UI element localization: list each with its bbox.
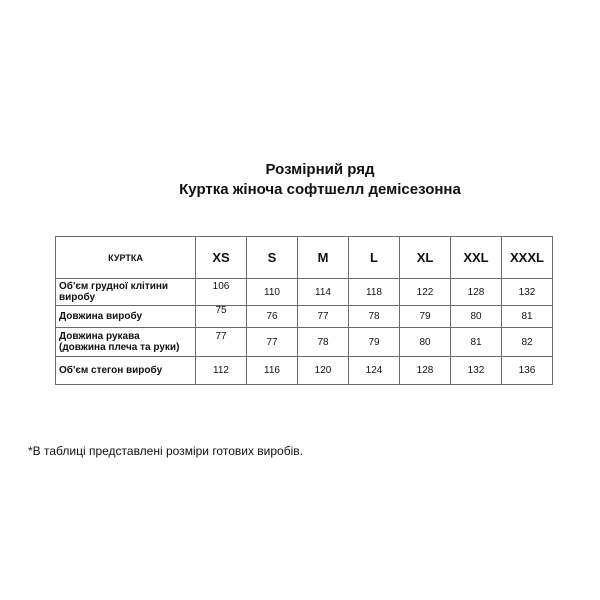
row-label-line: Довжина рукава bbox=[59, 331, 140, 342]
size-header-xxxl: XXXL bbox=[502, 237, 553, 279]
cell-value: 112 bbox=[213, 365, 229, 376]
cell-value: 79 bbox=[368, 336, 380, 348]
size-header-l: L bbox=[349, 237, 400, 279]
table-cell bbox=[196, 306, 247, 328]
page-subtitle: Куртка жіноча софтшелл демісезонна bbox=[179, 181, 461, 198]
size-header-s: S bbox=[247, 237, 298, 279]
cell-value: 78 bbox=[368, 311, 380, 322]
table-cell bbox=[196, 279, 247, 306]
cell-value: 80 bbox=[470, 311, 482, 322]
table-cell bbox=[247, 357, 298, 385]
row-label-line: (довжина плеча та руки) bbox=[59, 342, 180, 353]
table-header-row bbox=[56, 237, 553, 279]
cell-value: 81 bbox=[470, 336, 482, 348]
table-cell bbox=[451, 357, 502, 385]
cell-value: 75 bbox=[215, 305, 227, 316]
table-cell bbox=[400, 357, 451, 385]
table-cell bbox=[349, 306, 400, 328]
table-cell bbox=[298, 357, 349, 385]
cell-value: 114 bbox=[315, 286, 331, 298]
table-cell bbox=[451, 279, 502, 306]
footnote: *В таблиці представлені розміри готових виробів. bbox=[28, 444, 303, 458]
table-cell bbox=[349, 328, 400, 357]
cell-value: 77 bbox=[317, 311, 329, 322]
row-label-line: Об'єм грудної клітини bbox=[59, 281, 169, 292]
cell-value: 76 bbox=[266, 311, 278, 322]
cell-value: 132 bbox=[467, 365, 485, 376]
cell-value: 77 bbox=[215, 330, 227, 342]
cell-value: 82 bbox=[521, 336, 533, 348]
table-row bbox=[56, 279, 553, 306]
cell-value: 120 bbox=[314, 365, 332, 376]
cell-value: 128 bbox=[416, 365, 434, 376]
table-cell bbox=[451, 306, 502, 328]
row-label-chest bbox=[56, 279, 196, 306]
cell-value: 106 bbox=[212, 280, 230, 292]
table-cell bbox=[451, 328, 502, 357]
row-label-length bbox=[56, 306, 196, 328]
size-header-m: M bbox=[298, 237, 349, 279]
cell-value: 81 bbox=[521, 311, 533, 322]
cell-value: 118 bbox=[366, 286, 382, 298]
table-row bbox=[56, 328, 553, 357]
cell-value: 80 bbox=[419, 336, 431, 348]
cell-value: 79 bbox=[419, 311, 431, 322]
row-label-line: Об'єм стегон виробу bbox=[59, 365, 163, 376]
table-cell bbox=[502, 306, 553, 328]
row-label-line: Довжина виробу bbox=[59, 311, 143, 322]
table-cell bbox=[400, 328, 451, 357]
table-cell bbox=[247, 328, 298, 357]
row-label-line: виробу bbox=[59, 292, 96, 303]
table-cell bbox=[502, 328, 553, 357]
table-cell bbox=[349, 357, 400, 385]
table-cell bbox=[400, 306, 451, 328]
cell-value: 132 bbox=[518, 286, 536, 298]
row-label-sleeve bbox=[56, 328, 196, 357]
table-cell bbox=[502, 357, 553, 385]
cell-value: 78 bbox=[317, 336, 329, 348]
row-label-hips bbox=[56, 357, 196, 385]
table-row bbox=[56, 357, 553, 385]
table-cell bbox=[298, 328, 349, 357]
table-cell bbox=[298, 279, 349, 306]
cell-value: 116 bbox=[264, 365, 280, 376]
size-header-xxl: XXL bbox=[451, 237, 502, 279]
table-cell bbox=[247, 279, 298, 306]
table-cell bbox=[196, 357, 247, 385]
table-cell bbox=[502, 279, 553, 306]
cell-value: 124 bbox=[365, 365, 383, 376]
corner-label: КУРТКА bbox=[56, 237, 196, 279]
size-table bbox=[55, 236, 553, 385]
page-title: Розмірний ряд bbox=[265, 161, 375, 178]
table-cell bbox=[349, 279, 400, 306]
table-cell bbox=[298, 306, 349, 328]
cell-value: 110 bbox=[264, 286, 280, 298]
size-header-xl: XL bbox=[400, 237, 451, 279]
cell-value: 77 bbox=[266, 336, 278, 348]
table-cell bbox=[196, 328, 247, 357]
size-header-xs: XS bbox=[196, 237, 247, 279]
cell-value: 128 bbox=[467, 286, 485, 298]
cell-value: 122 bbox=[416, 286, 434, 298]
cell-value: 136 bbox=[518, 365, 536, 376]
table-row bbox=[56, 306, 553, 328]
table-cell bbox=[400, 279, 451, 306]
table-cell bbox=[247, 306, 298, 328]
